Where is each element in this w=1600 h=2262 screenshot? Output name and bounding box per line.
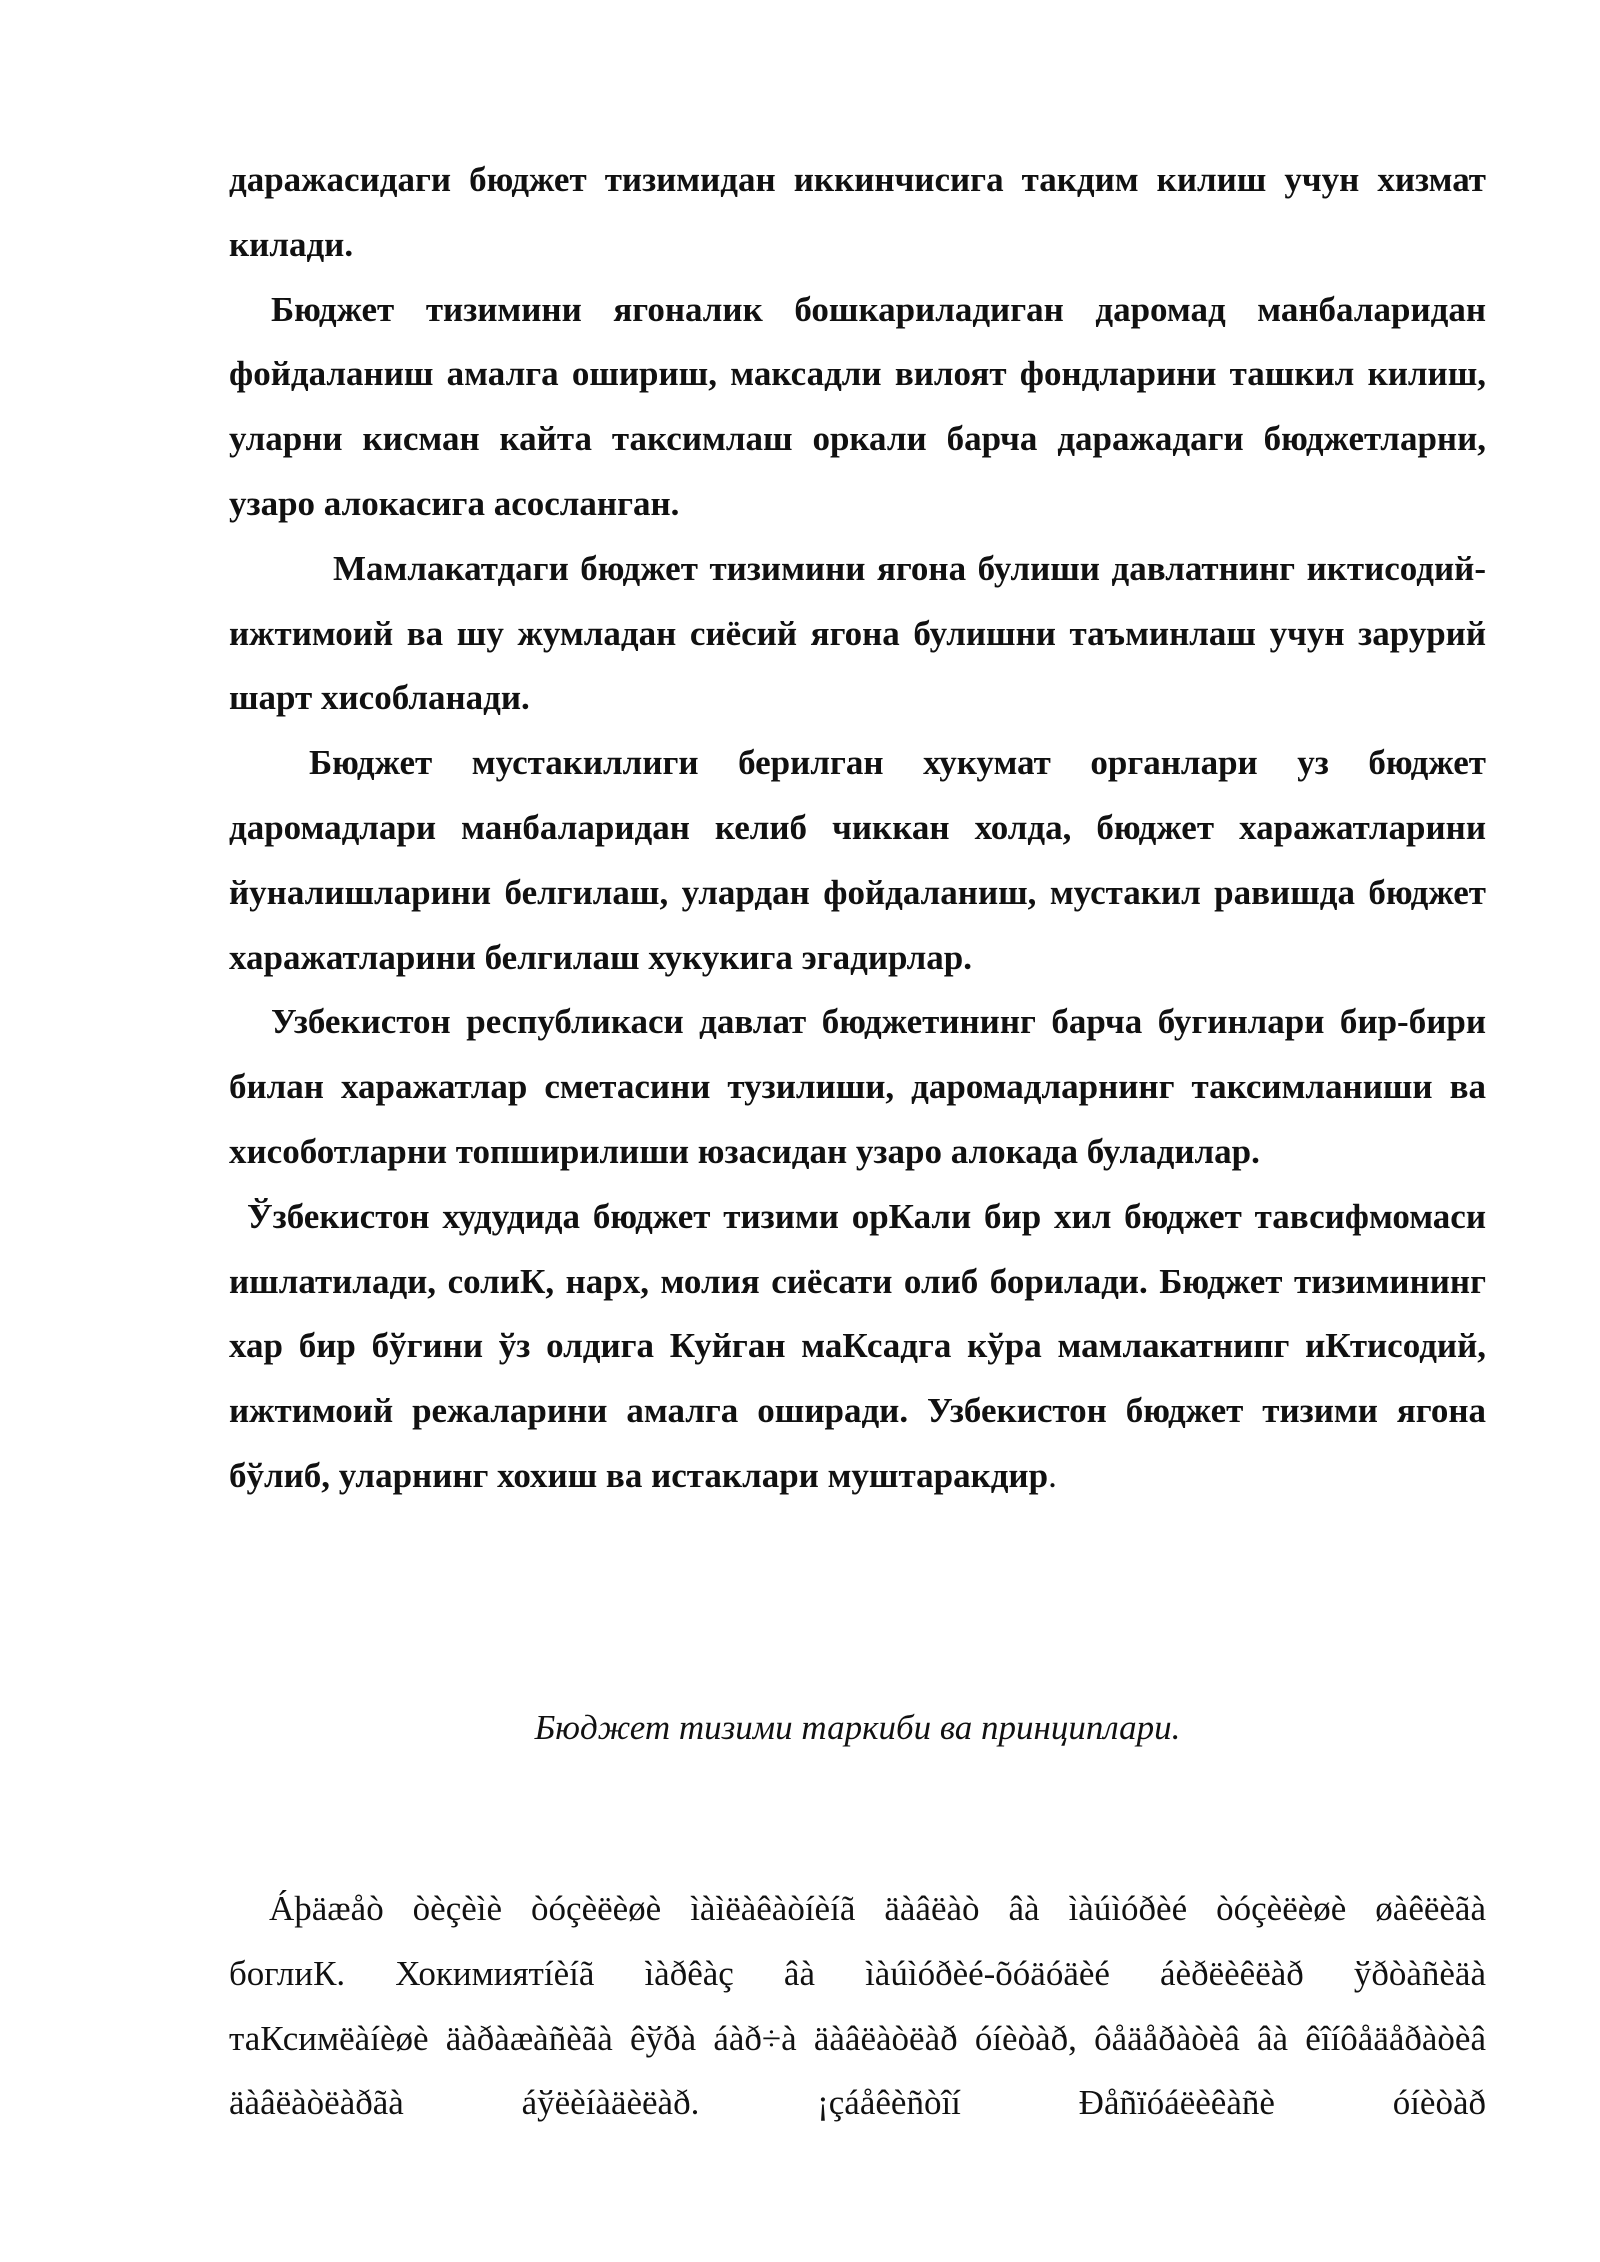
paragraph-6-period: .: [1048, 1455, 1057, 1495]
paragraph-6-text: Ўзбекистон худудида бюджет тизими орКали бир хил бюджет тавсифмомаси ишлатилади, солиК, нарх, молия сиёсати олиб борилади. Бюджет тизимининг хар бир бўгини ўз олдига Куйган маКсадга кўра мамлакатнипг иКтисодий, ижтимоий режаларини амалга оширади. Узбекистон бюджет тизими ягона бўлиб, уларнинг хохиш ва истаклари муштаракдир: [229, 1196, 1486, 1495]
paragraph-4: Бюджет мустакиллиги берилган хукумат органлари уз бюджет даромадлари манбаларидан келиб чиккан холда, бюджет харажатларини йуналишларини белгилаш, улардан фойдаланиш, мустакил равишда бюджет харажатларини белгилаш хукукига эгадирлар.: [229, 743, 1486, 977]
garbled-paragraph: Áþäæåò òèçèìè òóçèëèøè ìàìëàêàòíèíã äàâëàò âà ìàúìóðèé òóçèëèøè øàêëèãà боглиК. Хокимиятíèíã ìàðêàç âà ìàúìóðèé-õóäóäèé áèðëèêëàð ўðòàñèäà таКсимëàíèøè äàðàæàñèãà êўðà áàð÷à äàâëàòëàð óíèòàð, ôåäåðàòèâ âà êîíôåäåðàòèâ äàâëàòëàðãà áўëèíàäèëàð. ¡çáåêèñòîí Ðåñïóáëèêàñè óíèòàð: [229, 1889, 1486, 2123]
document-page: [229, 148, 1486, 2123]
paragraph-5: Узбекистон республикаси давлат бюджетининг барча бугинлари бир-бири билан харажатлар сметасини тузилиши, даромадларнинг таксимланиши ва хисоботларни топширилиши юзасидан узаро алокада буладилар.: [229, 1002, 1486, 1171]
paragraph-3: Мамлакатдаги бюджет тизимини ягона булиши давлатнинг иктисодий-ижтимоий ва шу жумладан сиёсий ягона булишни таъминлаш учун зарурий шарт хисобланади.: [229, 548, 1486, 718]
section-heading: Бюджет тизими таркиби ва принциплари.: [534, 1708, 1181, 1747]
paragraph-2: Бюджет тизимини ягоналик бошкариладиган даромад манбаларидан фойдаланиш амалга ошириш, максадли вилоят фондларини ташкил килиш, уларни кисман кайта таксимлаш оркали барча даражадаги бюджетларни, узаро алокасига асосланган.: [229, 289, 1486, 523]
paragraph-1: даражасидаги бюджет тизимидан иккинчисига такдим килиш учун хизмат килади.: [229, 160, 1486, 264]
paragraph-6: [229, 1185, 1486, 1509]
